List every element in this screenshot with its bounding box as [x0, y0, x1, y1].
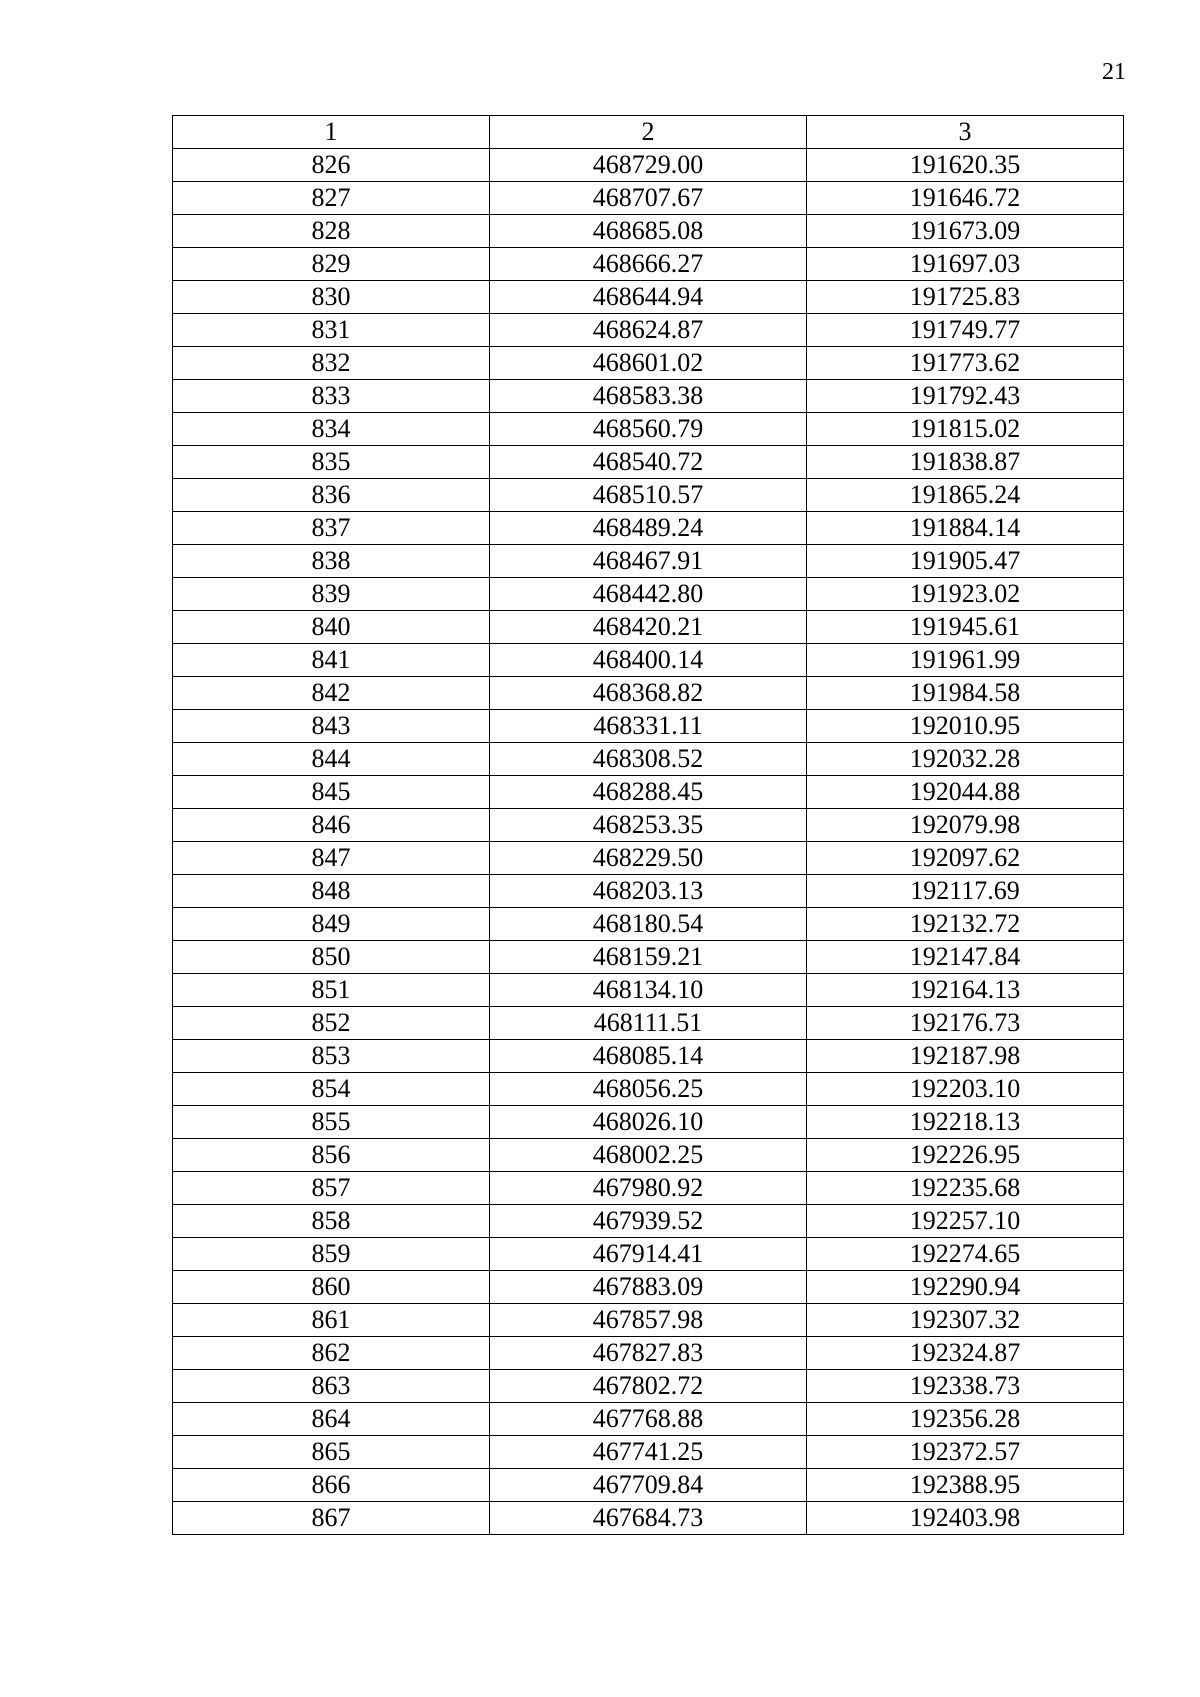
- point-number-cell: 844: [173, 743, 490, 776]
- point-number-cell: 855: [173, 1106, 490, 1139]
- table-row: [173, 1238, 1124, 1271]
- coordinate-y-cell: 192324.87: [806, 1337, 1123, 1370]
- coordinate-y-cell: 192403.98: [806, 1502, 1123, 1535]
- table-row: [173, 1007, 1124, 1040]
- coordinate-y-cell: 192147.84: [806, 941, 1123, 974]
- coordinate-y-cell: 191984.58: [806, 677, 1123, 710]
- column-header: 2: [489, 116, 806, 149]
- coordinate-x-cell: 468510.57: [489, 479, 806, 512]
- coordinate-y-cell: 192176.73: [806, 1007, 1123, 1040]
- coordinate-y-cell: 191884.14: [806, 512, 1123, 545]
- table-row: [173, 875, 1124, 908]
- coordinate-y-cell: 192388.95: [806, 1469, 1123, 1502]
- table-row: [173, 248, 1124, 281]
- column-header: 1: [173, 116, 490, 149]
- coordinate-x-cell: 467768.88: [489, 1403, 806, 1436]
- point-number-cell: 836: [173, 479, 490, 512]
- coordinate-y-cell: 191792.43: [806, 380, 1123, 413]
- coordinate-y-cell: 191905.47: [806, 545, 1123, 578]
- point-number-cell: 852: [173, 1007, 490, 1040]
- point-number-cell: 833: [173, 380, 490, 413]
- coordinate-x-cell: 468331.11: [489, 710, 806, 743]
- coordinate-x-cell: 467914.41: [489, 1238, 806, 1271]
- coordinate-y-cell: 191673.09: [806, 215, 1123, 248]
- table-row: [173, 578, 1124, 611]
- point-number-cell: 860: [173, 1271, 490, 1304]
- coordinate-x-cell: 468540.72: [489, 446, 806, 479]
- coordinate-x-cell: 468159.21: [489, 941, 806, 974]
- point-number-cell: 863: [173, 1370, 490, 1403]
- coordinate-x-cell: 468467.91: [489, 545, 806, 578]
- point-number-cell: 837: [173, 512, 490, 545]
- point-number-cell: 834: [173, 413, 490, 446]
- coordinate-y-cell: 191945.61: [806, 611, 1123, 644]
- coordinate-x-cell: 468288.45: [489, 776, 806, 809]
- table-row: [173, 314, 1124, 347]
- table-body: [173, 149, 1124, 1535]
- coordinate-y-cell: 192307.32: [806, 1304, 1123, 1337]
- coordinate-x-cell: 468560.79: [489, 413, 806, 446]
- coordinate-y-cell: 191961.99: [806, 644, 1123, 677]
- coordinate-x-cell: 468026.10: [489, 1106, 806, 1139]
- coordinate-y-cell: 192032.28: [806, 743, 1123, 776]
- page-number: 21: [1102, 59, 1126, 85]
- coordinate-y-cell: 191815.02: [806, 413, 1123, 446]
- point-number-cell: 845: [173, 776, 490, 809]
- coordinate-y-cell: 191697.03: [806, 248, 1123, 281]
- coordinate-y-cell: 192117.69: [806, 875, 1123, 908]
- coordinate-x-cell: 468134.10: [489, 974, 806, 1007]
- coordinate-y-cell: 191646.72: [806, 182, 1123, 215]
- table-row: [173, 1403, 1124, 1436]
- coordinate-x-cell: 468085.14: [489, 1040, 806, 1073]
- coordinate-y-cell: 192274.65: [806, 1238, 1123, 1271]
- coordinate-x-cell: 467741.25: [489, 1436, 806, 1469]
- point-number-cell: 866: [173, 1469, 490, 1502]
- coordinate-y-cell: 192338.73: [806, 1370, 1123, 1403]
- point-number-cell: 842: [173, 677, 490, 710]
- point-number-cell: 849: [173, 908, 490, 941]
- coordinate-y-cell: 191865.24: [806, 479, 1123, 512]
- coordinate-x-cell: 468624.87: [489, 314, 806, 347]
- coordinate-x-cell: 468203.13: [489, 875, 806, 908]
- table-row: [173, 809, 1124, 842]
- table-row: [173, 512, 1124, 545]
- point-number-cell: 854: [173, 1073, 490, 1106]
- table-row: [173, 347, 1124, 380]
- table-row: [173, 1073, 1124, 1106]
- coordinate-y-cell: 192356.28: [806, 1403, 1123, 1436]
- coordinate-y-cell: 192079.98: [806, 809, 1123, 842]
- coordinate-y-cell: 192218.13: [806, 1106, 1123, 1139]
- coordinate-x-cell: 468400.14: [489, 644, 806, 677]
- coordinate-y-cell: 192372.57: [806, 1436, 1123, 1469]
- point-number-cell: 830: [173, 281, 490, 314]
- coordinate-y-cell: 192290.94: [806, 1271, 1123, 1304]
- coordinate-y-cell: 191749.77: [806, 314, 1123, 347]
- coordinate-x-cell: 468583.38: [489, 380, 806, 413]
- table-row: [173, 1271, 1124, 1304]
- table-row: [173, 1106, 1124, 1139]
- table-row: [173, 380, 1124, 413]
- table-row: [173, 974, 1124, 1007]
- coordinate-x-cell: 468489.24: [489, 512, 806, 545]
- table-row: [173, 281, 1124, 314]
- coordinate-x-cell: 468729.00: [489, 149, 806, 182]
- point-number-cell: 862: [173, 1337, 490, 1370]
- point-number-cell: 839: [173, 578, 490, 611]
- table-row: [173, 1304, 1124, 1337]
- table-row: [173, 545, 1124, 578]
- coordinate-x-cell: 467684.73: [489, 1502, 806, 1535]
- coordinate-x-cell: 467827.83: [489, 1337, 806, 1370]
- table-row: [173, 1205, 1124, 1238]
- table-row: [173, 1040, 1124, 1073]
- coordinate-x-cell: 468644.94: [489, 281, 806, 314]
- table-header-row: [173, 116, 1124, 149]
- point-number-cell: 853: [173, 1040, 490, 1073]
- point-number-cell: 856: [173, 1139, 490, 1172]
- table-row: [173, 1436, 1124, 1469]
- coordinate-x-cell: 467857.98: [489, 1304, 806, 1337]
- point-number-cell: 847: [173, 842, 490, 875]
- point-number-cell: 851: [173, 974, 490, 1007]
- point-number-cell: 848: [173, 875, 490, 908]
- point-number-cell: 835: [173, 446, 490, 479]
- table-row: [173, 149, 1124, 182]
- table-row: [173, 677, 1124, 710]
- point-number-cell: 864: [173, 1403, 490, 1436]
- table-row: [173, 446, 1124, 479]
- table-row: [173, 479, 1124, 512]
- coordinate-x-cell: 467802.72: [489, 1370, 806, 1403]
- point-number-cell: 838: [173, 545, 490, 578]
- point-number-cell: 826: [173, 149, 490, 182]
- coordinate-x-cell: 468253.35: [489, 809, 806, 842]
- point-number-cell: 861: [173, 1304, 490, 1337]
- coordinates-table: [172, 115, 1124, 1535]
- coordinate-y-cell: 191838.87: [806, 446, 1123, 479]
- coordinate-x-cell: 468685.08: [489, 215, 806, 248]
- coordinate-y-cell: 192164.13: [806, 974, 1123, 1007]
- table-row: [173, 1337, 1124, 1370]
- coordinate-y-cell: 192044.88: [806, 776, 1123, 809]
- point-number-cell: 843: [173, 710, 490, 743]
- point-number-cell: 840: [173, 611, 490, 644]
- table-row: [173, 842, 1124, 875]
- point-number-cell: 859: [173, 1238, 490, 1271]
- coordinate-x-cell: 468002.25: [489, 1139, 806, 1172]
- table-row: [173, 1172, 1124, 1205]
- coordinate-y-cell: 192187.98: [806, 1040, 1123, 1073]
- point-number-cell: 865: [173, 1436, 490, 1469]
- table-row: [173, 182, 1124, 215]
- coordinate-x-cell: 468442.80: [489, 578, 806, 611]
- point-number-cell: 827: [173, 182, 490, 215]
- coordinate-x-cell: 468420.21: [489, 611, 806, 644]
- table-row: [173, 611, 1124, 644]
- table-row: [173, 1502, 1124, 1535]
- table-row: [173, 1139, 1124, 1172]
- table-row: [173, 776, 1124, 809]
- coordinate-x-cell: 467980.92: [489, 1172, 806, 1205]
- point-number-cell: 832: [173, 347, 490, 380]
- coordinate-x-cell: 468707.67: [489, 182, 806, 215]
- coordinate-x-cell: 468368.82: [489, 677, 806, 710]
- coordinate-y-cell: 192132.72: [806, 908, 1123, 941]
- coordinate-y-cell: 192097.62: [806, 842, 1123, 875]
- table-row: [173, 644, 1124, 677]
- coordinate-x-cell: 467709.84: [489, 1469, 806, 1502]
- coordinate-y-cell: 191725.83: [806, 281, 1123, 314]
- table-row: [173, 1469, 1124, 1502]
- coordinate-y-cell: 191923.02: [806, 578, 1123, 611]
- point-number-cell: 850: [173, 941, 490, 974]
- coordinate-y-cell: 191620.35: [806, 149, 1123, 182]
- table-row: [173, 743, 1124, 776]
- coordinate-y-cell: 192257.10: [806, 1205, 1123, 1238]
- coordinate-x-cell: 468180.54: [489, 908, 806, 941]
- coordinate-y-cell: 191773.62: [806, 347, 1123, 380]
- table-row: [173, 941, 1124, 974]
- table-row: [173, 215, 1124, 248]
- table-row: [173, 710, 1124, 743]
- point-number-cell: 846: [173, 809, 490, 842]
- coordinate-x-cell: 468666.27: [489, 248, 806, 281]
- coordinate-x-cell: 468056.25: [489, 1073, 806, 1106]
- coordinate-x-cell: 468229.50: [489, 842, 806, 875]
- table-row: [173, 1370, 1124, 1403]
- coordinate-y-cell: 192203.10: [806, 1073, 1123, 1106]
- coordinate-x-cell: 467939.52: [489, 1205, 806, 1238]
- table-row: [173, 908, 1124, 941]
- coordinate-x-cell: 468308.52: [489, 743, 806, 776]
- point-number-cell: 867: [173, 1502, 490, 1535]
- column-header: 3: [806, 116, 1123, 149]
- coordinate-y-cell: 192226.95: [806, 1139, 1123, 1172]
- coordinate-y-cell: 192010.95: [806, 710, 1123, 743]
- point-number-cell: 831: [173, 314, 490, 347]
- point-number-cell: 858: [173, 1205, 490, 1238]
- coordinate-x-cell: 468111.51: [489, 1007, 806, 1040]
- point-number-cell: 841: [173, 644, 490, 677]
- coordinate-x-cell: 467883.09: [489, 1271, 806, 1304]
- table-row: [173, 413, 1124, 446]
- point-number-cell: 828: [173, 215, 490, 248]
- coordinate-x-cell: 468601.02: [489, 347, 806, 380]
- point-number-cell: 829: [173, 248, 490, 281]
- point-number-cell: 857: [173, 1172, 490, 1205]
- coordinate-y-cell: 192235.68: [806, 1172, 1123, 1205]
